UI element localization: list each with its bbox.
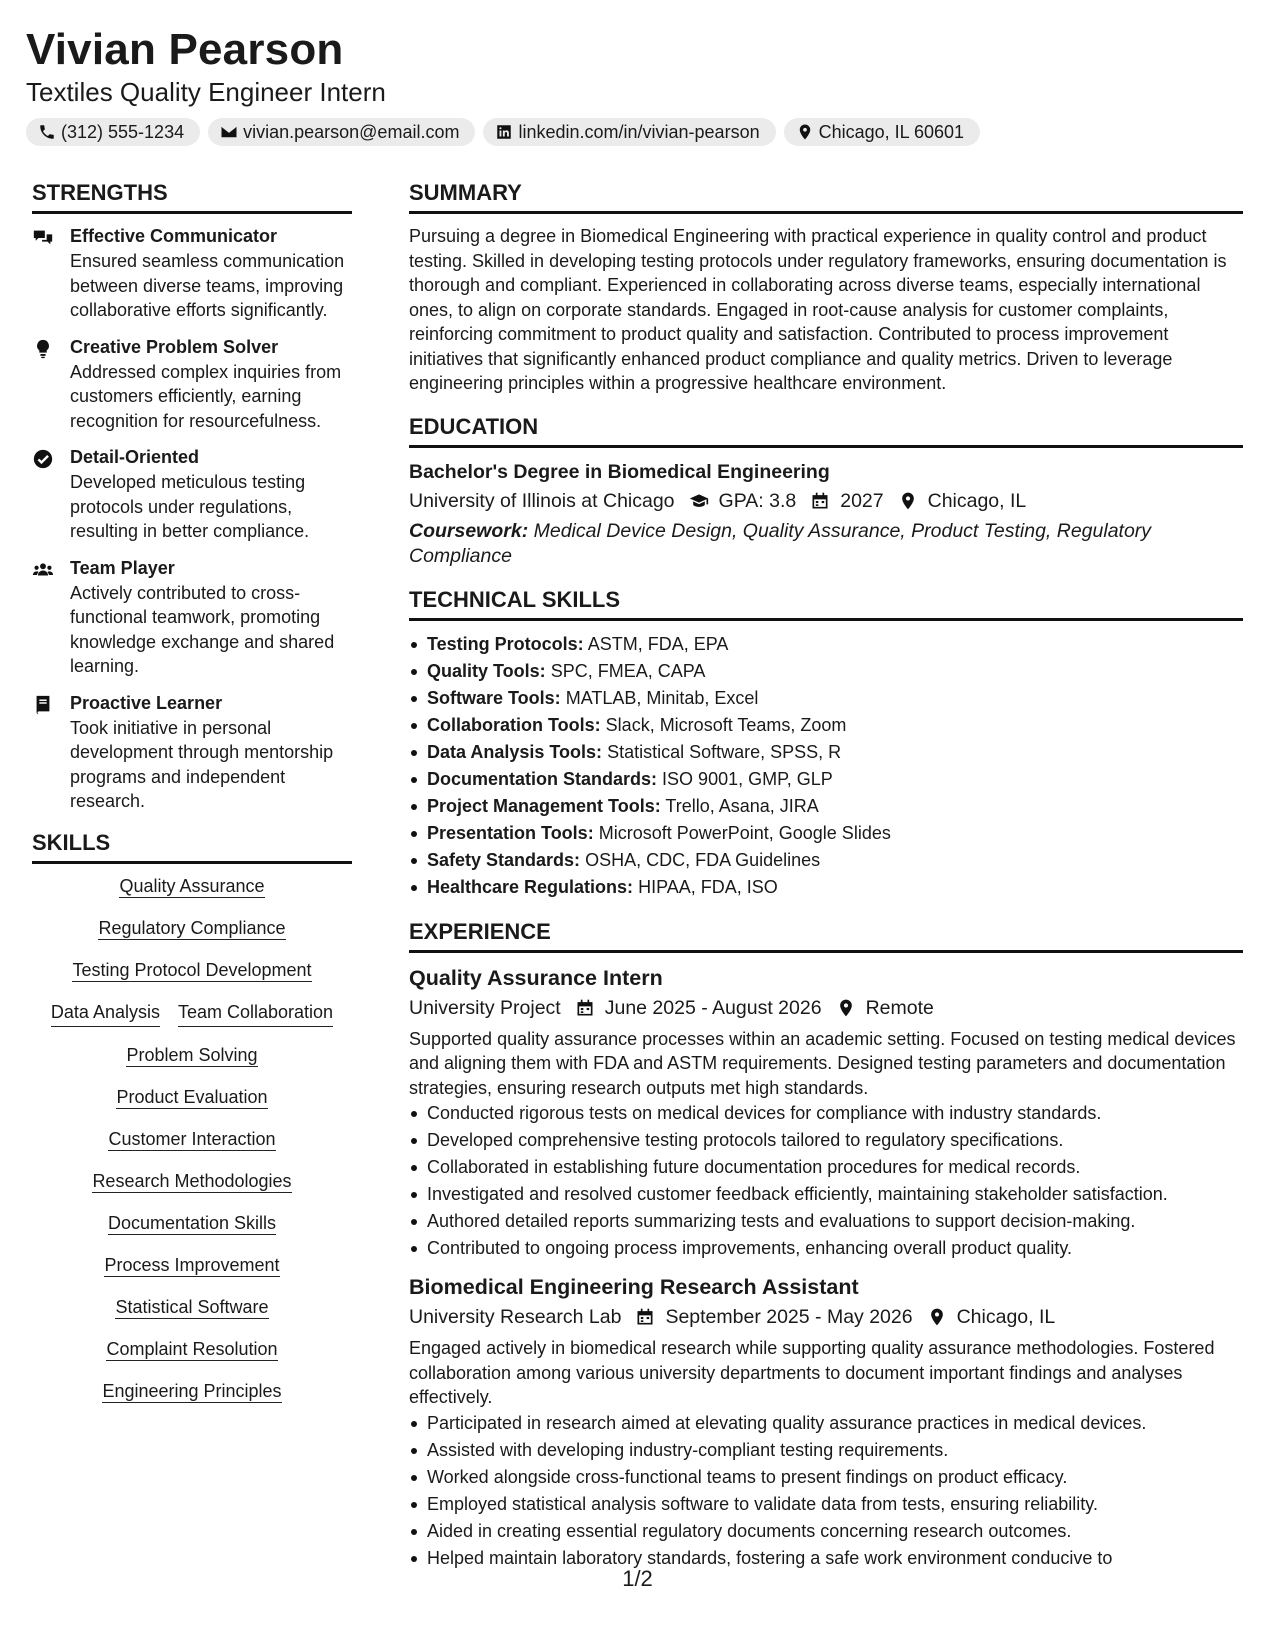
list-item: Contributed to ongoing process improvements, enhancing overall product quality. [409, 1235, 1243, 1262]
tech-skill-label: Safety Standards: [427, 849, 581, 870]
contact-linkedin[interactable] [483, 118, 775, 146]
education-year: 2027 [840, 489, 884, 512]
skill-tag: Quality Assurance [119, 875, 265, 896]
right-column [409, 178, 1243, 1582]
tech-skill-value: MATLAB, Minitab, Excel [565, 687, 759, 708]
calendar-icon [635, 1307, 655, 1327]
resume-header [26, 22, 1246, 146]
tech-skill-value: Statistical Software, SPSS, R [607, 741, 842, 762]
job-title: Quality Assurance Intern [409, 965, 663, 990]
list-item: Investigated and resolved customer feedback efficiently, maintaining stakeholder satisfaction. [409, 1181, 1243, 1208]
contact-location-text: Chicago, IL 60601 [818, 121, 965, 142]
tech-skill-label: Software Tools: [427, 687, 561, 708]
job-description: Engaged actively in biomedical research while supporting quality assurance methodologies. Fostered collaboration among various university departments to document important findings and analyses effectively. [409, 1338, 1215, 1407]
skills-heading: SKILLS [32, 828, 352, 864]
job-bullets [409, 1100, 1243, 1262]
job-entry [409, 963, 1243, 1263]
map-pin-icon [836, 998, 856, 1018]
list-item: Collaborated in establishing future documentation procedures for medical records. [409, 1154, 1243, 1181]
job-org: University Research Lab [409, 1306, 622, 1328]
job-dates: June 2025 - August 2026 [604, 996, 822, 1019]
page-number: 1/2 [622, 1566, 653, 1591]
tech-skill-label: Quality Tools: [427, 660, 546, 681]
skill-tag: Customer Interaction [108, 1128, 276, 1149]
contact-location [784, 118, 980, 146]
job-entry [409, 1272, 1243, 1572]
list-item: Participated in research aimed at elevating quality assurance practices in medical devices. [409, 1410, 1243, 1437]
job-meta [409, 993, 1243, 1023]
tech-skill-value: ASTM, FDA, EPA [587, 633, 729, 654]
tech-skill-value: Trello, Asana, JIRA [665, 795, 819, 816]
strength-item [32, 556, 352, 679]
map-pin-icon [898, 491, 918, 511]
linkedin-icon [495, 123, 513, 141]
job-description: Supported quality assurance processes within an academic setting. Focused on testing medical devices and aligning them with FDA and ASTM requirements. Designed testing parameters and documentation strategies, ensuring research outputs met high standards. [409, 1028, 1236, 1098]
contact-linkedin-text: linkedin.com/in/vivian-pearson [518, 121, 760, 142]
strength-desc: Developed meticulous testing protocols under regulations, resulting in better compliance. [70, 472, 310, 541]
job-location: Chicago, IL [956, 1306, 1056, 1328]
list-item [409, 712, 1243, 739]
strength-title: Effective Communicator [70, 226, 278, 246]
phone-icon [38, 123, 56, 141]
skill-tag: Process Improvement [104, 1254, 280, 1275]
education-heading: EDUCATION [409, 412, 1243, 448]
job-meta [409, 1302, 1243, 1332]
lightbulb-icon [32, 338, 54, 360]
candidate-name: Vivian Pearson [26, 25, 344, 74]
skill-tag: Data Analysis [51, 1000, 160, 1027]
contact-bar [26, 118, 1246, 146]
technical-skills-list [409, 631, 1243, 901]
tech-skill-label: Documentation Standards: [427, 768, 658, 789]
contact-phone-text: (312) 555-1234 [61, 121, 185, 142]
strength-item [32, 445, 352, 544]
strengths-heading: STRENGTHS [32, 178, 352, 214]
contact-email[interactable] [208, 118, 475, 146]
tech-skill-label: Collaboration Tools: [427, 714, 601, 735]
coursework-text: Medical Device Design, Quality Assurance, Product Testing, Regulatory Compliance [409, 519, 1152, 567]
coursework-label: Coursework: [409, 519, 529, 542]
skill-tag: Research Methodologies [92, 1170, 292, 1191]
education-gpa: GPA: 3.8 [718, 489, 797, 512]
strength-title: Team Player [70, 557, 175, 578]
skill-tag: Complaint Resolution [106, 1338, 278, 1359]
education-degree: Bachelor's Degree in Biomedical Engineering [409, 460, 830, 483]
strength-item [32, 335, 352, 434]
strength-title: Creative Problem Solver [70, 336, 279, 357]
list-item [409, 685, 1243, 712]
strength-title: Detail-Oriented [70, 447, 200, 467]
map-pin-icon [927, 1307, 947, 1327]
skill-tag: Engineering Principles [102, 1380, 282, 1401]
skill-tag: Statistical Software [115, 1296, 269, 1317]
list-item: Aided in creating essential regulatory documents concerning research outcomes. [409, 1518, 1243, 1545]
education-coursework [409, 519, 1243, 569]
book-icon [32, 694, 54, 716]
skill-tag: Testing Protocol Development [72, 959, 312, 980]
strength-desc: Addressed complex inquiries from customers efficiently, earning recognition for resourcefulness. [70, 361, 342, 431]
list-item [409, 631, 1243, 658]
skills-list [32, 874, 352, 1405]
job-org: University Project [409, 996, 561, 1019]
contact-phone[interactable] [26, 118, 200, 146]
tech-skill-value: OSHA, CDC, FDA Guidelines [585, 849, 821, 870]
list-item: Authored detailed reports summarizing tests and evaluations to support decision-making. [409, 1208, 1243, 1235]
technical-skills-heading: TECHNICAL SKILLS [409, 585, 1243, 621]
list-item: Conducted rigorous tests on medical devices for compliance with industry standards. [409, 1100, 1243, 1127]
strength-title: Proactive Learner [70, 692, 223, 713]
skill-tag: Regulatory Compliance [98, 917, 286, 938]
tech-skill-value: HIPAA, FDA, ISO [638, 876, 778, 897]
list-item [409, 820, 1243, 847]
list-item: Assisted with developing industry-compliant testing requirements. [409, 1437, 1243, 1464]
tech-skill-value: Microsoft PowerPoint, Google Slides [598, 822, 891, 843]
strength-item [32, 224, 352, 323]
list-item: Developed comprehensive testing protocols tailored to regulatory specifications. [409, 1127, 1243, 1154]
tech-skill-label: Healthcare Regulations: [427, 876, 634, 897]
check-circle-icon [32, 448, 54, 470]
tech-skill-label: Testing Protocols: [427, 633, 584, 654]
contact-email-text: vivian.pearson@email.com [243, 121, 460, 142]
strength-desc: Actively contributed to cross-functional teamwork, promoting knowledge exchange and shared learning. [70, 582, 335, 676]
job-title: Biomedical Engineering Research Assistant [409, 1275, 859, 1299]
map-pin-icon [796, 123, 814, 141]
list-item [409, 874, 1243, 901]
summary-text: Pursuing a degree in Biomedical Engineering with practical experience in quality control and product testing. Skilled in developing testing protocols under regulatory frameworks, ensuring documentation is thorough and compliant. Experienced in collaborating across diverse teams, especially international ones, to align on corporate standards. Engaged in root-cause analysis for customer complaints, reinforcing commitment to product quality and satisfaction. Contributed to process improvement initiatives that significantly enhanced product compliance and quality metrics. Driven to leverage engineering principles within a progressive healthcare environment. [409, 226, 1227, 393]
education-meta [409, 486, 1243, 516]
tech-skill-value: Slack, Microsoft Teams, Zoom [605, 714, 847, 735]
tech-skill-label: Project Management Tools: [427, 795, 661, 816]
education-location: Chicago, IL [927, 489, 1027, 512]
users-icon [32, 559, 54, 581]
skill-tag: Documentation Skills [107, 1212, 277, 1233]
strength-desc: Took initiative in personal development through mentorship programs and independent research. [70, 717, 334, 811]
list-item: Employed statistical analysis software to validate data from tests, ensuring reliability. [409, 1491, 1243, 1518]
list-item [409, 793, 1243, 820]
list-item: Helped maintain laboratory standards, fostering a safe work environment conducive to [409, 1545, 1243, 1572]
chat-bubbles-icon [32, 227, 54, 249]
list-item [409, 847, 1243, 874]
job-dates: September 2025 - May 2026 [665, 1306, 913, 1328]
education-school: University of Illinois at Chicago [409, 489, 675, 512]
tech-skill-value: ISO 9001, GMP, GLP [662, 768, 833, 789]
strength-desc: Ensured seamless communication between diverse teams, improving collaborative efforts significantly. [70, 251, 345, 320]
skill-tag: Team Collaboration [178, 1000, 333, 1027]
skill-tag: Problem Solving [126, 1044, 258, 1065]
summary-heading: SUMMARY [409, 178, 1243, 214]
list-item [409, 658, 1243, 685]
calendar-icon [810, 491, 830, 511]
envelope-icon [220, 123, 238, 141]
list-item [409, 766, 1243, 793]
tech-skill-value: SPC, FMEA, CAPA [550, 660, 706, 681]
job-location: Remote [865, 996, 934, 1019]
tech-skill-label: Data Analysis Tools: [427, 741, 603, 762]
strength-item [32, 691, 352, 814]
list-item: Worked alongside cross-functional teams to present findings on product efficacy. [409, 1464, 1243, 1491]
left-column [32, 178, 352, 1405]
job-bullets [409, 1410, 1243, 1572]
skill-tag: Product Evaluation [116, 1086, 268, 1107]
graduation-cap-icon [689, 491, 709, 511]
experience-heading: EXPERIENCE [409, 917, 1243, 953]
list-item [409, 739, 1243, 766]
calendar-icon [575, 998, 595, 1018]
candidate-title: Textiles Quality Engineer Intern [26, 77, 386, 107]
tech-skill-label: Presentation Tools: [427, 822, 594, 843]
